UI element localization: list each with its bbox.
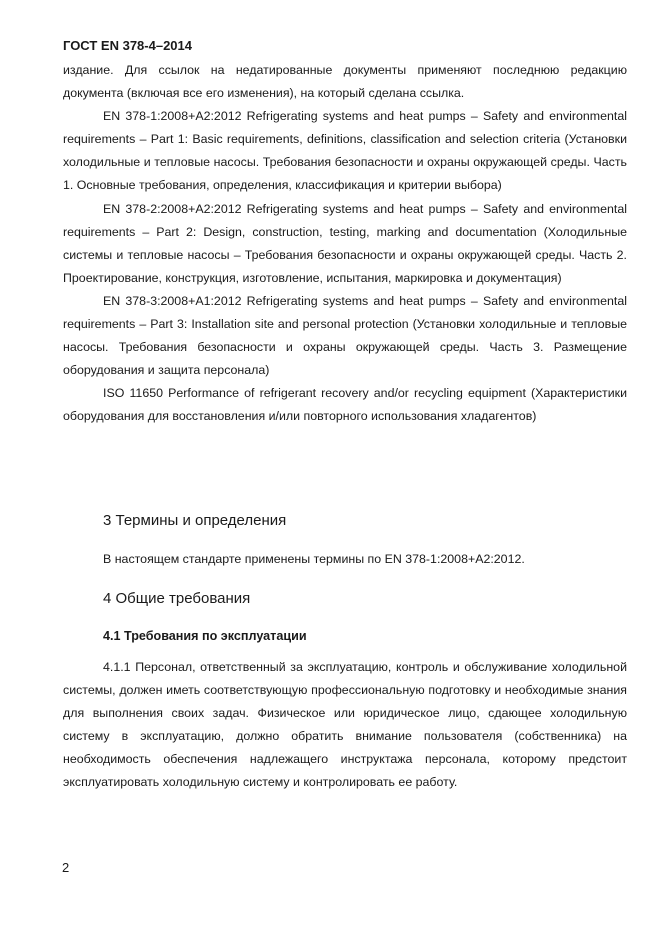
subsection-4-1-heading: 4.1 Требования по эксплуатации: [103, 629, 307, 643]
reference-paragraph: издание. Для ссылок на недатированные документы применяют последнюю редакцию документа (включая все его изменения), на который сделана ссылка.: [63, 63, 627, 101]
section-4-heading: 4 Общие требования: [103, 590, 251, 607]
page-number: 2: [62, 860, 70, 875]
reference-paragraph: EN 378-3:2008+A1:2012 Refrigerating systems and heat pumps – Safety and environmental requirements – Part 3: Installation site and personal protection (Установки холодильные и тепловые насосы. Требования безопасности и охраны окружающей среды. Часть 3. Размещение оборудования и защита персонала): [63, 293, 627, 378]
document-header: ГОСТ EN 378-4–2014: [63, 38, 192, 53]
section-4-1-1-paragraph: 4.1.1 Персонал, ответственный за эксплуатацию, контроль и обслуживание холодильной системы, должен иметь соответствующую профессиональную подготовку и необходимые знания для выполнения своих задач. Физическое или юридическое лицо, сдающее холодильную систему в эксплуатацию, должно обратить внимание пользователя (собственника) на необходимость обеспечения надлежащего инструктажа персонала, которому предстоит эксплуатировать холодильную систему и контролировать ее работу.: [63, 660, 627, 790]
section-3-text: В настоящем стандарте применены термины по EN 378-1:2008+A2:2012.: [103, 552, 525, 566]
section-3-heading: 3 Термины и определения: [103, 512, 287, 529]
section-4-1-1-block: [63, 656, 627, 795]
references-block: [63, 59, 627, 429]
reference-paragraph: EN 378-2:2008+A2:2012 Refrigerating systems and heat pumps – Safety and environmental requirements – Part 2: Design, construction, testing, marking and documentation (Холодильные системы и тепловые насосы – Требования безопасности и охраны окружающей среды. Часть 2. Проектирование, конструкция, изготовление, испытания, маркировка и документация): [63, 201, 627, 285]
reference-paragraph: ISO 11650 Performance of refrigerant recovery and/or recycling equipment (Характеристики оборудования для восстановления и/или повторного использования хладагентов): [63, 386, 627, 424]
reference-paragraph: EN 378-1:2008+A2:2012 Refrigerating systems and heat pumps – Safety and environmental requirements – Part 1: Basic requirements, definitions, classification and selection criteria (Установки холодильные и тепловые насосы. Требования безопасности и охраны окружающей среды. Часть 1. Основные требования, определения, классификация и критерии выбора): [63, 109, 627, 193]
